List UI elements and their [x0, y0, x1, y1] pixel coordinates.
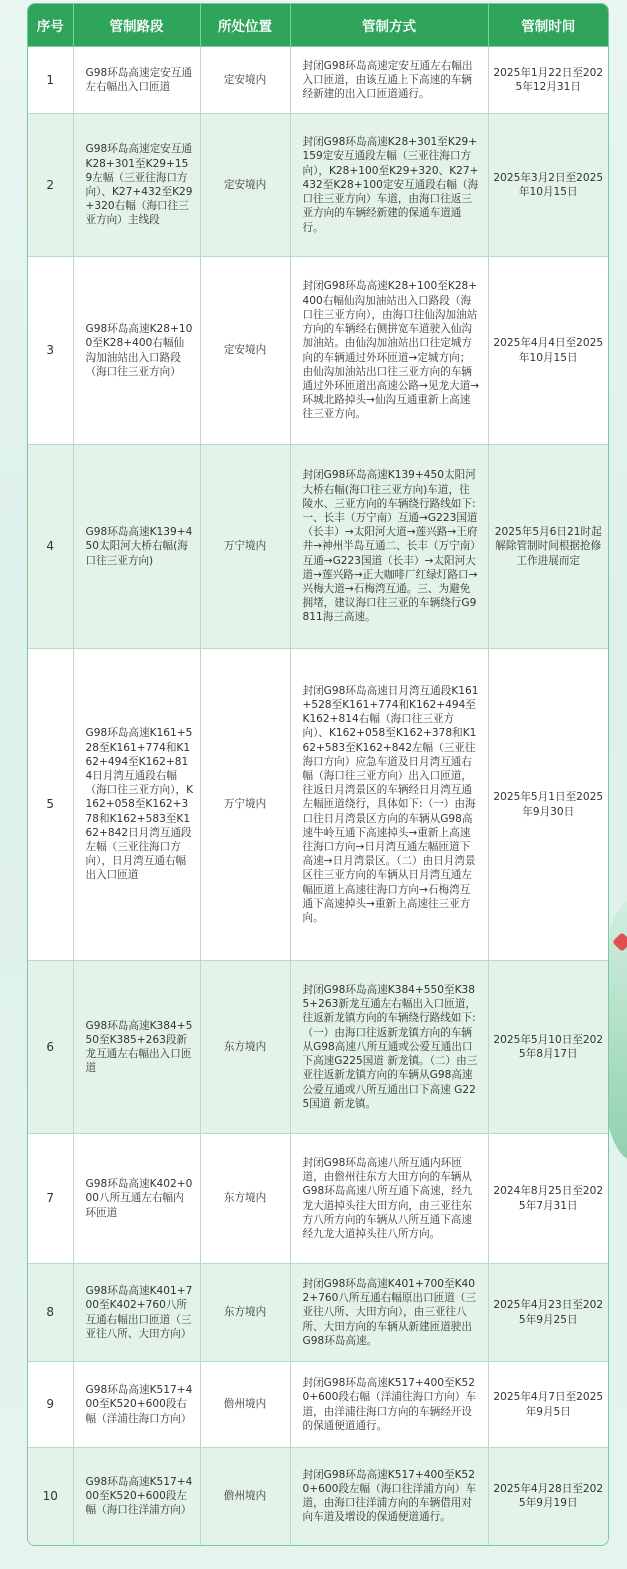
row-road-section: G98环岛高速K517+400至K520+600段左幅（海口往洋浦方向）	[73, 1448, 200, 1545]
row-road-section: G98环岛高速K161+528至K161+774和K162+494至K162+814日月湾互通段右幅（海口往三亚方向），K162+058至K162+378和K162+583至K162+842日月湾互通段左幅（三亚往海口方向），日月湾互通右幅出入口匝道	[73, 649, 200, 961]
table-row	[28, 1448, 608, 1545]
row-road-section: G98环岛高速定安互通K28+301至K29+159左幅（三亚往海口方向）、K27+432至K29+320右幅（海口往三亚方向）主线段	[73, 114, 200, 257]
row-location: 定安境内	[200, 114, 290, 257]
row-control-method: 封闭G98环岛高速K139+450太阳河大桥右幅(海口往三亚方向)车道，往陵水、三亚方向的车辆绕行路线如下:一、长丰（万宁南）互通→G223国道（长丰）→太阳河大道→莲兴路→王府井→神州半岛互通二、长丰（万宁南）互通→G223国道（长丰）→太阳河大道→莲兴路→正大咖啡厂红绿灯路口→兴梅大道→石梅湾互通。三、为避免拥堵，建议海口往三亚的车辆绕行G9811海三高速。	[290, 445, 488, 649]
row-location: 儋州境内	[200, 1448, 290, 1545]
table-row	[28, 1134, 608, 1264]
table-row	[28, 257, 608, 445]
row-control-time: 2025年4月4日至2025年10月15日	[488, 257, 608, 445]
header-control-method: 管制方式	[290, 4, 488, 47]
row-control-time: 2025年5月6日21时起解除管制时间根据抢修工作进展而定	[488, 445, 608, 649]
row-location: 万宁境内	[200, 649, 290, 961]
table-row	[28, 649, 608, 961]
row-control-method: 封闭G98环岛高速日月湾互通段K161+528至K161+774和K162+494至K162+814右幅（海口往三亚方向）、K162+058至K162+378和K162+583至K162+842左幅（三亚往海口方向）应急车道及日月湾互通右幅（海口往三亚方向）出入口匝道，往返日月湾景区的车辆经日月湾互通左幅匝道绕行，具体如下:（一）由海口往日月湾景区方向的车辆从G98高速牛岭互通下高速掉头→重新上高速往海口方向→日月湾互通左幅匝道下高速→日月湾景区。（二）由日月湾景区往三亚方向的车辆从日月湾互通左幅匝道上高速往海口方向→石梅湾互通下高速掉头→重新上高速往三亚方向。	[290, 649, 488, 961]
row-location: 万宁境内	[200, 445, 290, 649]
table-header-row	[28, 4, 608, 47]
row-control-method: 封闭G98环岛高速K401+700至K402+760八所互通右幅原出口匝道（三亚往八所、大田方向），由三亚往八所、大田方向的车辆从新建匝道驶出G98环岛高速。	[290, 1264, 488, 1362]
row-control-method: 封闭G98环岛高速K28+100至K28+400右幅仙沟加油站出入口路段（海口往三亚方向），由海口往仙沟加油站方向的车辆经右侧拼宽车道驶入仙沟加油站。由仙沟加油站出口往定城方向的车辆通过外环匝道→定城方向；由仙沟加油站出口往三亚方向的车辆通过外环匝道出高速公路→见龙大道→环城北路掉头→仙沟互通重新上高速往三亚方向。	[290, 257, 488, 445]
row-control-method: 封闭G98环岛高速八所互通内环匝道，由儋州往东方大田方向的车辆从G98环岛高速八所互通下高速，经九龙大道掉头往大田方向，由三亚往东方八所方向的车辆从八所互通下高速经九龙大道掉头往八所方向。	[290, 1134, 488, 1264]
row-control-time: 2025年5月1日至2025年9月30日	[488, 649, 608, 961]
row-control-method: 封闭G98环岛高速K517+400至K520+600段左幅（海口往洋浦方向）车道，由海口往洋浦方向的车辆借用对向车道及增设的保通便道通行。	[290, 1448, 488, 1545]
row-index: 4	[28, 445, 73, 649]
traffic-control-table-container	[27, 3, 609, 1546]
row-index: 1	[28, 47, 73, 114]
row-road-section: G98环岛高速K28+100至K28+400右幅仙沟加油站出入口路段（海口往三亚方向）	[73, 257, 200, 445]
header-control-time: 管制时间	[488, 4, 608, 47]
row-location: 东方境内	[200, 961, 290, 1134]
row-location: 东方境内	[200, 1134, 290, 1264]
row-index: 7	[28, 1134, 73, 1264]
row-road-section: G98环岛高速定安互通左右幅出入口匝道	[73, 47, 200, 114]
table-row	[28, 1264, 608, 1362]
table-row	[28, 114, 608, 257]
table-row	[28, 961, 608, 1134]
row-road-section: G98环岛高速K517+400至K520+600段右幅（洋浦往海口方向）	[73, 1362, 200, 1448]
row-control-method: 封闭G98环岛高速定安互通左右幅出入口匝道，由该互通上下高速的车辆经新建的出入口匝道通行。	[290, 47, 488, 114]
table-row	[28, 47, 608, 114]
row-control-time: 2025年1月22日至2025年12月31日	[488, 47, 608, 114]
row-index: 10	[28, 1448, 73, 1545]
row-road-section: G98环岛高速K402+000八所互通左右幅内环匝道	[73, 1134, 200, 1264]
header-road-section: 管制路段	[73, 4, 200, 47]
row-control-method: 封闭G98环岛高速K517+400至K520+600段右幅（洋浦往海口方向）车道，由洋浦往海口方向的车辆经开设的保通便道通行。	[290, 1362, 488, 1448]
row-location: 定安境内	[200, 257, 290, 445]
row-index: 5	[28, 649, 73, 961]
row-location: 定安境内	[200, 47, 290, 114]
table-row	[28, 445, 608, 649]
row-location: 儋州境内	[200, 1362, 290, 1448]
row-index: 6	[28, 961, 73, 1134]
row-control-method: 封闭G98环岛高速K384+550至K385+263新龙互通左右幅出入口匝道，往返新龙镇方向的车辆绕行路线如下:（一）由海口往返新龙镇方向的车辆从G98高速八所互通或公爱互通出口下高速G225国道 新龙镇。（二）由三亚往返新龙镇方向的车辆从G98高速公爱互通或八所互通出口下高速 G225国道 新龙镇。	[290, 961, 488, 1134]
traffic-control-table	[28, 4, 608, 1545]
row-control-time: 2025年4月28日至2025年9月19日	[488, 1448, 608, 1545]
row-control-time: 2025年4月7日至2025年9月5日	[488, 1362, 608, 1448]
row-index: 2	[28, 114, 73, 257]
row-road-section: G98环岛高速K401+700至K402+760八所互通右幅出口匝道（三亚往八所、大田方向）	[73, 1264, 200, 1362]
row-road-section: G98环岛高速K384+550至K385+263段新龙互通左右幅出入口匝道	[73, 961, 200, 1134]
row-control-time: 2025年3月2日至2025年10月15日	[488, 114, 608, 257]
row-index: 9	[28, 1362, 73, 1448]
table-row	[28, 1362, 608, 1448]
header-index: 序号	[28, 4, 73, 47]
row-index: 8	[28, 1264, 73, 1362]
row-location: 东方境内	[200, 1264, 290, 1362]
row-road-section: G98环岛高速K139+450太阳河大桥右幅(海口往三亚方向)	[73, 445, 200, 649]
row-control-time: 2025年4月23日至2025年9月25日	[488, 1264, 608, 1362]
row-control-method: 封闭G98环岛高速K28+301至K29+159定安互通段左幅（三亚往海口方向），K28+100至K29+320、K27+432至K28+100定安互通段右幅（海口往三亚方向）车道，由海口往返三亚方向的车辆经新建的保通车道通行。	[290, 114, 488, 257]
row-control-time: 2024年8月25日至2025年7月31日	[488, 1134, 608, 1264]
header-location: 所处位置	[200, 4, 290, 47]
row-index: 3	[28, 257, 73, 445]
row-control-time: 2025年5月10日至2025年8月17日	[488, 961, 608, 1134]
